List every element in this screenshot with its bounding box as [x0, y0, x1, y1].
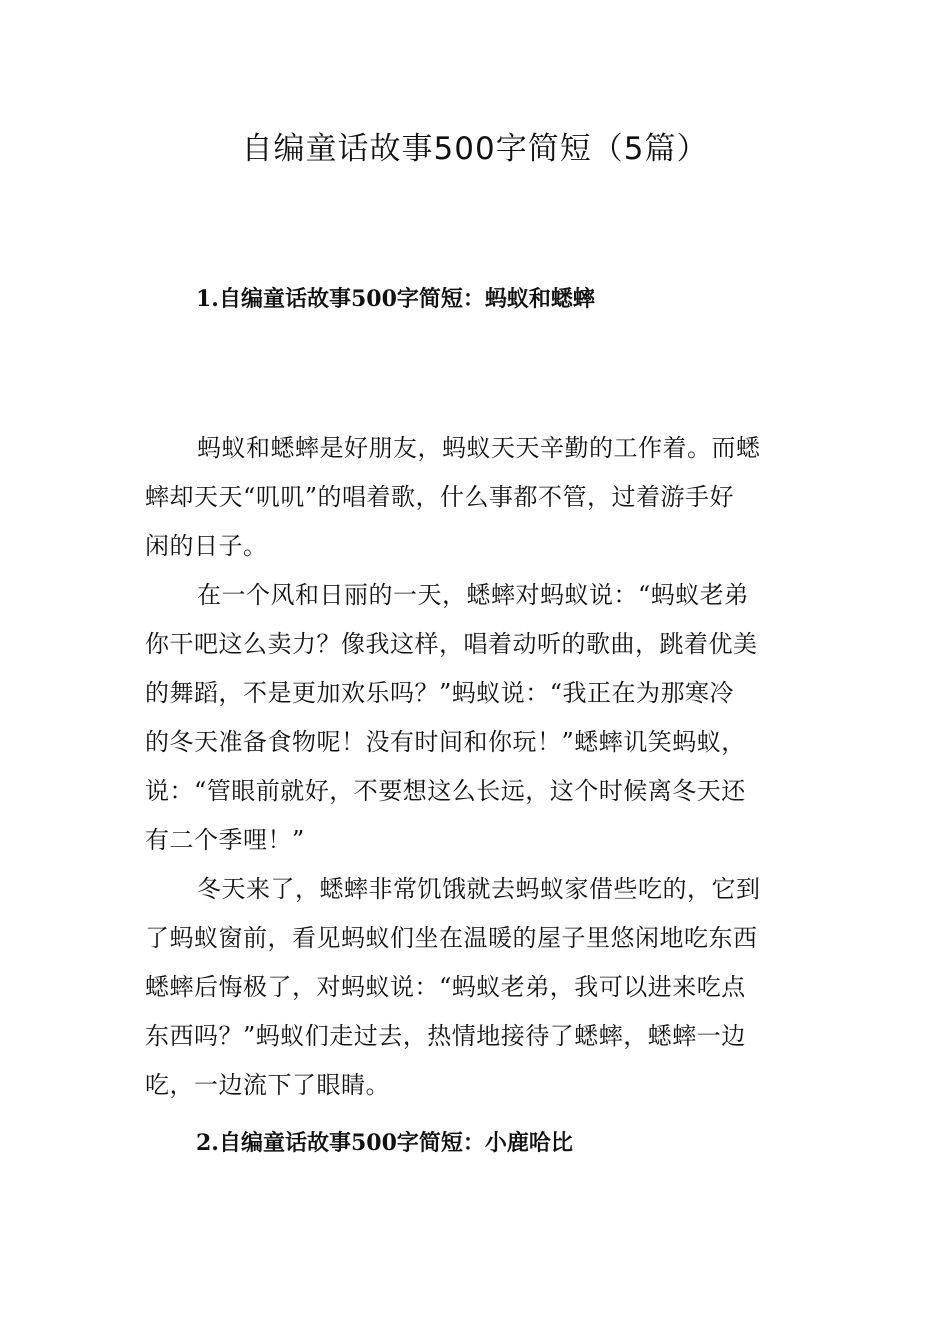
paragraph-1: [145, 424, 805, 571]
paragraph-3: [145, 865, 805, 1110]
paragraph-line: 有二个季哩！”: [145, 826, 305, 854]
paragraph-line: 的冬天准备食物呢！没有时间和你玩！”蟋蟀讥笑蚂蚁，: [145, 728, 746, 756]
paragraph-line: 在一个风和日丽的一天，蟋蟀对蚂蚁说：“蚂蚁老弟: [197, 581, 749, 609]
section-heading-2: 2.自编童话故事500字简短：小鹿哈比: [196, 1130, 573, 1156]
paragraph-line: 闲的日子。: [145, 532, 268, 560]
paragraph-line: 冬天来了，蟋蟀非常饥饿就去蚂蚁家借些吃的，它到: [197, 875, 761, 903]
document-title: 自编童话故事500字简短（5篇）: [241, 131, 709, 167]
paragraph-line: 东西吗？”蚂蚁们走过去，热情地接待了蟋蟀，蟋蟀一边: [145, 1022, 746, 1050]
paragraph-2: [145, 571, 805, 865]
section-heading-1: 1.自编童话故事500字简短：蚂蚁和蟋蟀: [196, 286, 595, 312]
paragraph-line: 蚂蚁和蟋蟀是好朋友，蚂蚁天天辛勤的工作着。而蟋: [197, 434, 761, 462]
paragraph-line: 蟀却天天“叽叽”的唱着歌，什么事都不管，过着游手好: [145, 483, 735, 511]
paragraph-line: 蟋蟀后悔极了，对蚂蚁说：“蚂蚁老弟，我可以进来吃点: [145, 973, 746, 1001]
paragraph-line: 了蚂蚁窗前，看见蚂蚁们坐在温暖的屋子里悠闲地吃东西: [145, 924, 758, 952]
section-1-body: [145, 424, 805, 1110]
paragraph-line: 说：“管眼前就好，不要想这么长远，这个时候离冬天还: [145, 777, 746, 805]
paragraph-line: 的舞蹈，不是更加欢乐吗？”蚂蚁说：“我正在为那寒冷: [145, 679, 735, 707]
paragraph-line: 你干吧这么卖力？像我这样，唱着动听的歌曲，跳着优美: [145, 630, 758, 658]
paragraph-line: 吃，一边流下了眼睛。: [145, 1071, 390, 1099]
